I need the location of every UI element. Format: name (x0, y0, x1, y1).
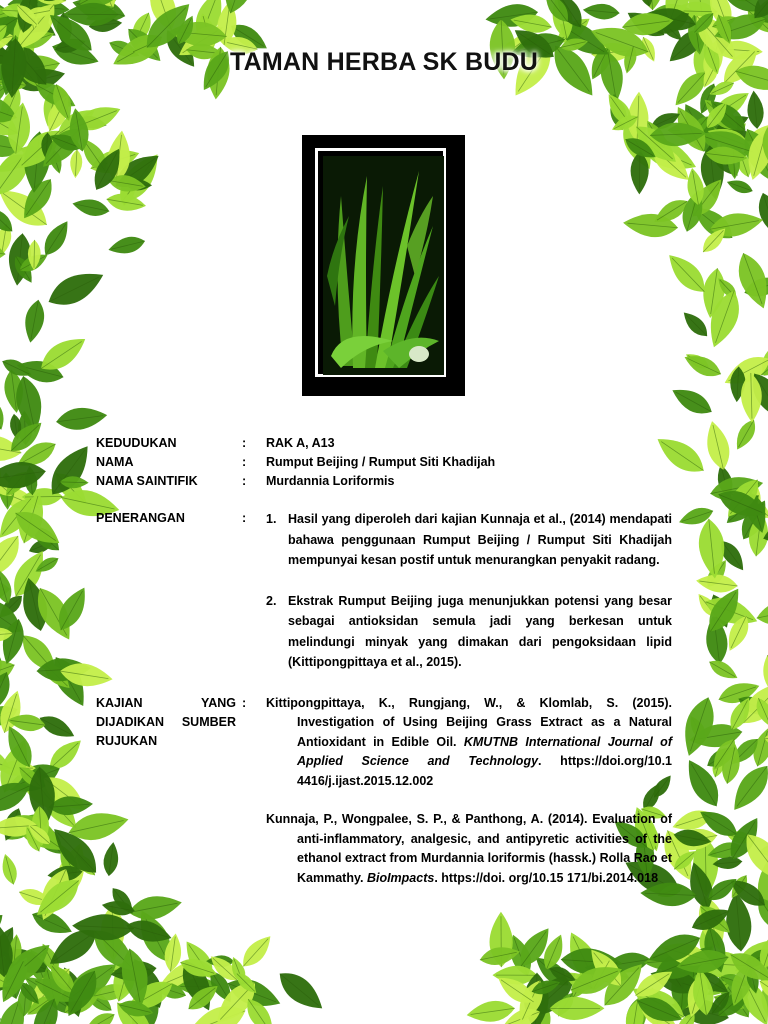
reference-doi: . https://doi.org/10.1 4416/j.ijast.2015.12.002 (297, 754, 672, 788)
list-item (266, 591, 672, 673)
value-nama-saintifik: Murdannia Loriformis (266, 474, 395, 488)
reference-item (266, 810, 672, 888)
penerangan-list (266, 509, 672, 673)
row-kedudukan (96, 434, 672, 453)
colon: : (242, 695, 247, 710)
page-title: TAMAN HERBA SK BUDU (230, 48, 538, 76)
reference-item (266, 694, 672, 792)
reference-journal: BioImpacts (366, 870, 435, 885)
label-nama-saintifik: NAMA SAINTIFIK (96, 474, 198, 488)
colon: : (242, 455, 247, 469)
reference-text: Kittipongpittaya, K., Rungjang, W., & Klomlab, S. (2015). Investigation of Using Beijing Grass Extract as a Natural Antioxidant in Edible Oil. (266, 695, 672, 749)
list-item-text: Hasil yang diperoleh dari kajian Kunnaja et al., (2014) mendapati bahawa penggunaan Rumput Beijing / Rumput Siti Khadijah mempunyai kesan postif untuk menurangkan penyakit radang. (288, 512, 672, 567)
reference-text: Kunnaja, P., Wongpalee, S. P., & Panthong, A. (2014). Evaluation of anti-inflammatory, analgesic, and antipyretic activities of the ethanol extract from Murdannia loriformis (hassk.) Rolla Rao et Kammathy. (266, 812, 672, 885)
label-rujukan: KAJIAN YANG DIJADIKAN SUMBER RUJUKAN (96, 695, 236, 748)
row-penerangan (96, 509, 672, 673)
value-kedudukan: RAK A, A13 (266, 436, 335, 450)
label-nama: NAMA (96, 455, 134, 469)
label-penerangan: PENERANGAN (96, 511, 185, 525)
reference-doi: . https://doi. org/10.15 171/bi.2014.018 (434, 870, 659, 885)
list-item (266, 509, 672, 571)
plant-photo (323, 156, 444, 375)
row-nama-saintifik (96, 472, 672, 491)
list-item-text: Ekstrak Rumput Beijing juga menunjukkan potensi yang besar sebagai antioksidan semula jadi yang berkesan untuk melindungi minyak yang dimakan dari pengoksidaan lipid (Kittipongpittaya et al., 2015). (288, 593, 672, 669)
reference-journal: KMUTNB International Journal of Applied Science and Technology (297, 734, 672, 768)
value-nama: Rumput Beijing / Rumput Siti Khadijah (266, 455, 496, 469)
row-rujukan (96, 694, 672, 889)
list-item-number: 2. (266, 593, 277, 608)
row-nama (96, 453, 672, 472)
list-item-number: 1. (266, 512, 277, 526)
info-table (96, 434, 672, 888)
label-kedudukan: KEDUDUKAN (96, 436, 177, 450)
colon: : (242, 511, 247, 525)
plant-photo-frame (302, 135, 465, 396)
colon: : (242, 436, 247, 450)
colon: : (242, 474, 247, 488)
